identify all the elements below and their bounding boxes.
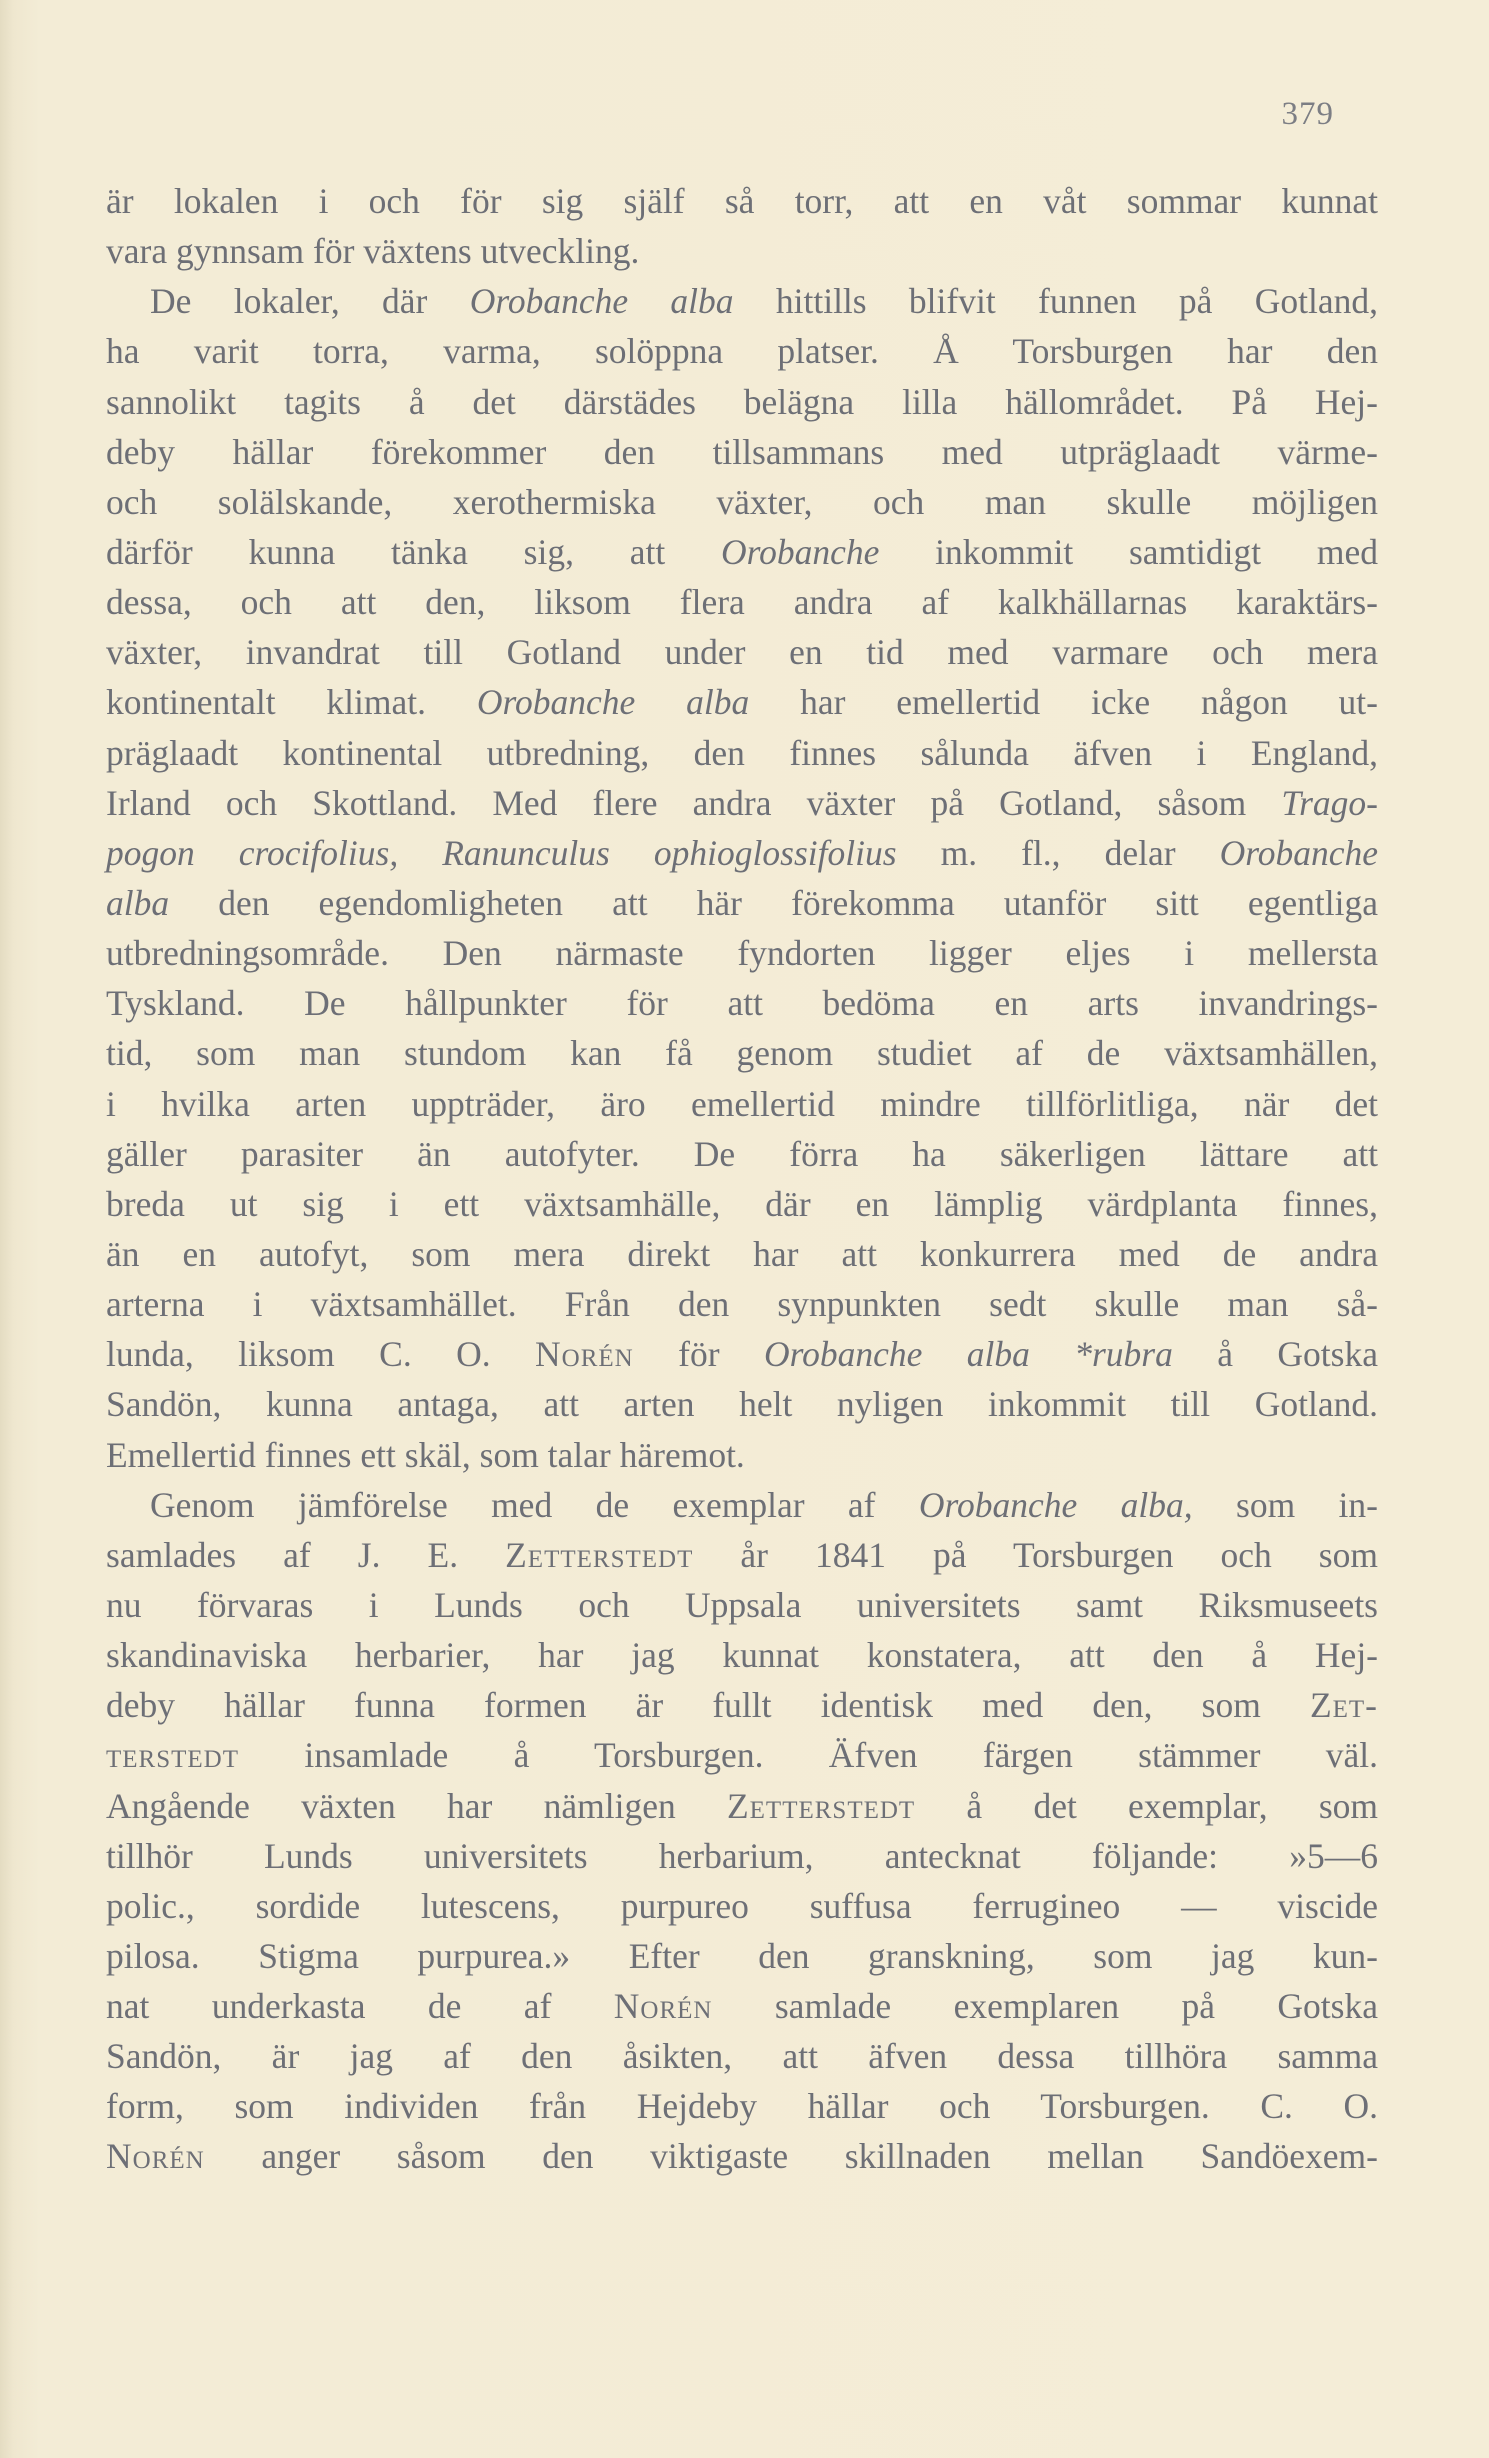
body-text — [106, 176, 1378, 2182]
italic-text: Orobanche alba — [469, 281, 734, 322]
italic-text: pogon crocifolius, Ranunculus ophioglossifolius — [106, 832, 897, 873]
text-run: arterna i växtsamhället. Från den synpunkten sedt skulle man så- — [106, 1284, 1378, 1325]
text-line — [106, 276, 1378, 326]
small-caps-name: Zetterstedt — [726, 1785, 916, 1826]
small-caps-name: Zet- — [1309, 1685, 1378, 1726]
text-line — [106, 326, 1378, 376]
text-line — [106, 1881, 1378, 1931]
text-line — [106, 1430, 1378, 1480]
text-line — [106, 226, 1378, 276]
text-line — [106, 1580, 1378, 1630]
text-line — [106, 1179, 1378, 1229]
text-run: å Gotska — [1172, 1334, 1378, 1375]
text-run: pilosa. Stigma purpurea.» Efter den granskning, som jag kun- — [106, 1935, 1378, 1976]
text-line — [106, 1931, 1378, 1981]
text-line — [106, 2031, 1378, 2081]
small-caps-name: Zetterstedt — [505, 1534, 694, 1575]
italic-text: Orobanche — [720, 531, 880, 572]
text-run: år 1841 på Torsburgen och som — [693, 1534, 1378, 1575]
text-line — [106, 176, 1378, 226]
text-run: har emellertid icke någon ut- — [749, 682, 1378, 723]
text-run: dessa, och att den, liksom flera andra af kalkhällarnas karaktärs- — [106, 582, 1378, 623]
text-line — [106, 2081, 1378, 2131]
text-line — [106, 778, 1378, 828]
text-run: nat underkasta de af — [106, 1986, 614, 2027]
small-caps-name: Norén — [535, 1334, 634, 1375]
text-run: skandinaviska herbarier, har jag kunnat konstatera, att den å Hej- — [106, 1635, 1378, 1676]
text-line — [106, 1279, 1378, 1329]
text-run: anger såsom den viktigaste skillnaden mellan Sandöexem- — [204, 2136, 1378, 2177]
text-run: gäller parasiter än autofyter. De förra ha säkerligen lättare att — [106, 1133, 1378, 1174]
italic-text: alba — [106, 882, 170, 923]
text-run: som in- — [1192, 1484, 1378, 1525]
text-line — [106, 1831, 1378, 1881]
text-run: tillhör Lunds universitets herbarium, antecknat följande: »5—6 — [106, 1835, 1378, 1876]
text-line — [106, 1680, 1378, 1730]
text-line — [106, 928, 1378, 978]
text-run: Angående växten har nämligen — [106, 1785, 727, 1826]
text-line — [106, 1329, 1378, 1379]
text-run: Genom jämförelse med de exemplar af — [150, 1484, 919, 1525]
text-run: Emellertid finnes ett skäl, som talar häremot. — [106, 1434, 745, 1475]
text-line — [106, 1530, 1378, 1580]
text-run: m. fl., delar — [896, 832, 1220, 873]
text-run: deby hällar funna formen är fullt identisk med den, som — [106, 1685, 1310, 1726]
text-line — [106, 377, 1378, 427]
text-line — [106, 1079, 1378, 1129]
text-run: insamlade å Torsburgen. Äfven färgen stämmer väl. — [239, 1735, 1378, 1776]
text-line — [106, 1781, 1378, 1831]
italic-text: Orobanche alba — [476, 682, 750, 723]
text-line — [106, 527, 1378, 577]
text-run: växter, invandrat till Gotland under en tid med varmare och mera — [106, 632, 1378, 673]
text-run: De lokaler, där — [150, 281, 470, 322]
text-line — [106, 1229, 1378, 1279]
text-run: sannolikt tagits å det därstädes belägna lilla hällområdet. På Hej- — [106, 381, 1378, 422]
text-run: Irland och Skottland. Med flere andra växter på Gotland, såsom — [106, 782, 1282, 823]
text-run: den egendomligheten att här förekomma utanför sitt egentliga — [169, 882, 1378, 923]
text-run: hittills blifvit funnen på Gotland, — [733, 281, 1378, 322]
text-line — [106, 577, 1378, 627]
text-run: Sandön, kunna antaga, att arten helt nyligen inkommit till Gotland. — [106, 1384, 1378, 1425]
text-run: för — [633, 1334, 764, 1375]
text-run: lunda, liksom C. O. — [106, 1334, 536, 1375]
text-line — [106, 1480, 1378, 1530]
page-number: 379 — [1281, 96, 1334, 132]
text-line — [106, 427, 1378, 477]
text-line — [106, 1028, 1378, 1078]
text-run: nu förvaras i Lunds och Uppsala universitets samt Riksmuseets — [106, 1584, 1378, 1625]
text-run: utbredningsområde. Den närmaste fyndorten ligger eljes i mellersta — [106, 933, 1378, 974]
small-caps-name: terstedt — [106, 1735, 239, 1776]
text-line — [106, 728, 1378, 778]
text-run: är lokalen i och för sig själf så torr, att en våt sommar kunnat — [106, 181, 1378, 221]
text-line — [106, 477, 1378, 527]
text-line — [106, 1129, 1378, 1179]
text-line — [106, 878, 1378, 928]
text-run: samlade exemplaren på Gotska — [712, 1986, 1378, 2027]
text-line — [106, 677, 1378, 727]
text-line — [106, 627, 1378, 677]
text-line — [106, 1730, 1378, 1780]
text-run: form, som individen från Hejdeby hällar och Torsburgen. C. O. — [106, 2086, 1378, 2127]
small-caps-name: Norén — [613, 1986, 713, 2027]
text-run: polic., sordide lutescens, purpureo suffusa ferrugineo — viscide — [106, 1885, 1378, 1926]
italic-text: Orobanche alba, — [918, 1484, 1193, 1525]
text-run: Sandön, är jag af den åsikten, att äfven dessa tillhöra samma — [106, 2036, 1378, 2077]
text-run: i hvilka arten uppträder, äro emellertid mindre tillförlitliga, när det — [106, 1083, 1378, 1124]
text-run: Tyskland. De hållpunkter för att bedöma en arts invandrings- — [106, 983, 1378, 1024]
text-run: å det exemplar, som — [915, 1785, 1379, 1826]
text-line — [106, 1379, 1378, 1429]
small-caps-name: Norén — [106, 2136, 205, 2177]
text-run: än en autofyt, som mera direkt har att konkurrera med de andra — [106, 1233, 1378, 1274]
text-line — [106, 978, 1378, 1028]
text-run: präglaadt kontinental utbredning, den finnes sålunda äfven i England, — [106, 732, 1378, 773]
text-line — [106, 2131, 1378, 2181]
text-run: inkommit samtidigt med — [879, 531, 1378, 572]
text-run: samlades af J. E. — [106, 1534, 506, 1575]
text-run: deby hällar förekommer den tillsammans med utpräglaadt värme- — [106, 431, 1378, 472]
text-line — [106, 1981, 1378, 2031]
text-run: vara gynnsam för växtens utveckling. — [106, 231, 640, 272]
italic-text: Orobanche — [1219, 832, 1378, 873]
text-run: kontinentalt klimat. — [106, 682, 477, 723]
text-run: breda ut sig i ett växtsamhälle, där en lämplig värdplanta finnes, — [106, 1183, 1378, 1224]
text-run: därför kunna tänka sig, att — [106, 531, 721, 572]
text-run: ha varit torra, varma, solöppna platser. Å Torsburgen har den — [106, 331, 1378, 372]
italic-text: Orobanche alba *rubra — [763, 1334, 1173, 1375]
italic-text: Trago- — [1281, 782, 1378, 823]
text-run: och solälskande, xerothermiska växter, och man skulle möjligen — [106, 481, 1378, 522]
text-line — [106, 1630, 1378, 1680]
text-run: tid, som man stundom kan få genom studiet af de växtsamhällen, — [106, 1033, 1378, 1074]
text-line — [106, 828, 1378, 878]
